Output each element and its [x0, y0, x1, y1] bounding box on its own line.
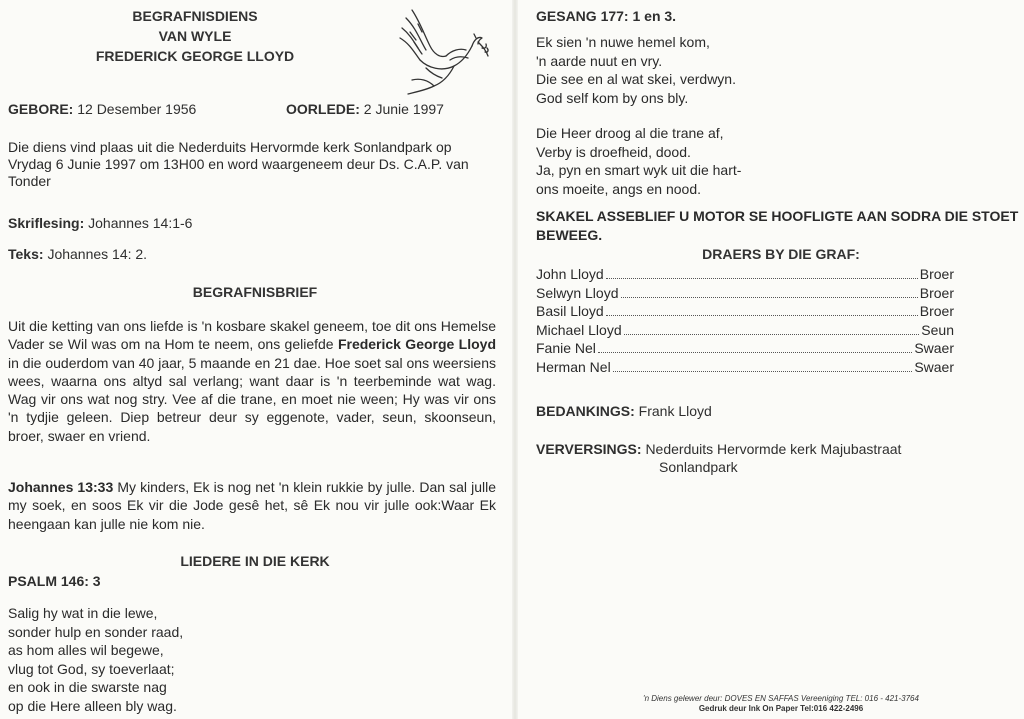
bearers-title: DRAERS BY DIE GRAF:: [702, 246, 860, 262]
hymn-verse-3: [536, 124, 741, 198]
bearer-row: [536, 284, 954, 303]
left-page: [0, 0, 510, 719]
leader-dots: [598, 351, 912, 353]
header-line-1: BEGRAFNISDIENS: [132, 8, 258, 24]
bearer-name: Selwyn Lloyd: [536, 284, 619, 301]
born-label: GEBORE:: [8, 101, 74, 117]
bearer-relation: Broer: [919, 303, 954, 320]
letter-body: [8, 317, 496, 445]
footer-line-1: 'n Diens gelewer deur: DOVES EN SAFFAS Vereeniging TEL: 016 - 421-3764: [643, 694, 919, 703]
header-title: [0, 6, 390, 66]
hymn-line: ons moeite, angs en nood.: [536, 180, 702, 197]
bearers-list: [536, 265, 954, 377]
text-row: [8, 245, 147, 263]
hymn-line: Verby is droefheid, dood.: [536, 143, 691, 160]
refreshments-row: [536, 440, 1016, 476]
page-fold: [512, 0, 518, 719]
hymn-line: Ek sien 'n nuwe hemel kom,: [536, 34, 710, 50]
reading-row: [8, 214, 192, 232]
footer: [536, 694, 1024, 714]
headlights-notice: SKAKEL ASSEBLIEF U MOTOR SE HOOFLIGTE AAN SODRA DIE STOET BEWEEG.: [536, 208, 1019, 243]
born-value: 12 Desember 1956: [77, 101, 197, 117]
verse-text: My kinders, Ek is nog net 'n klein rukkie by julle. Dan sal julle my soek, en soos Ek vir die Jode gesê het, sê Ek nou vir julle ook:Waar Ek heengaan kan julle nie kom nie.: [8, 479, 496, 532]
bearer-relation: Broer: [919, 284, 954, 301]
thanks-value: Frank Lloyd: [638, 403, 712, 419]
refreshments-line-1: Nederduits Hervormde kerk Majubastraat: [645, 441, 902, 457]
psalm-line: en ook in die swarste nag: [8, 679, 167, 696]
songs-title: LIEDERE IN DIE KERK: [180, 553, 330, 569]
psalm-line: op die Here alleen bly wag.: [8, 697, 177, 714]
bearer-row: [536, 339, 954, 358]
bearer-row: [536, 265, 954, 284]
psalm-line: as hom alles wil begewe,: [8, 642, 164, 659]
leader-dots: [606, 277, 918, 279]
psalm-lines: [8, 604, 183, 716]
bearer-relation: Seun: [921, 321, 954, 338]
thanks-label: BEDANKINGS:: [536, 403, 635, 419]
text-value: Johannes 14: 2.: [47, 246, 148, 262]
reading-value: Johannes 14:1-6: [88, 215, 193, 231]
right-page: [520, 0, 1024, 719]
hymn-line: Ja, pyn en smart wyk uit die hart-: [536, 162, 742, 178]
thanks-row: [536, 402, 712, 420]
header-line-3: FREDERICK GEORGE LLOYD: [95, 48, 295, 64]
bearer-relation: Swaer: [914, 358, 954, 375]
bearer-name: Fanie Nel: [536, 340, 596, 357]
bearer-name: Michael Lloyd: [536, 321, 622, 338]
bearer-name: Basil Lloyd: [536, 303, 604, 320]
leader-dots: [621, 296, 918, 298]
hymn-title: GESANG 177: 1 en 3.: [536, 8, 677, 24]
dates-row: [8, 100, 488, 118]
bearer-name: John Lloyd: [536, 266, 604, 282]
bearer-relation: Broer: [919, 266, 954, 282]
bearer-relation: Swaer: [914, 340, 954, 357]
letter-part-1: Uit die ketting van ons liefde is 'n kosbare skakel geneem, toe dit ons Hemelse Vader se Wil was om na Hom te neem, ons geliefde: [8, 318, 496, 353]
psalm-line: sonder hulp en sonder raad,: [8, 623, 184, 640]
verse-ref: Johannes 13:33: [8, 479, 114, 495]
psalm-line: Salig hy wat in die lewe,: [8, 605, 158, 621]
hymn-line: Die Heer droog al die trane af,: [536, 125, 724, 141]
leader-dots: [624, 333, 920, 335]
leader-dots: [606, 314, 918, 316]
letter-part-2: in die ouderdom van 40 jaar, 5 maande en 21 dae. Hoe soet sal ons weersiens wees, waarna ons altyd sal verlang; want daar is 'n teerbeminde wat wag. Wag vir ons wat nog stry. Vee af die trane, en moet nie ween; Hy was vir ons 'n tydjie geleen. Diep betreur deur sy eggenote, vader, seun, skoonseun, broer, swaer en vriend.: [8, 354, 496, 444]
leader-dots: [613, 370, 913, 372]
letter-name: Frederick George Lloyd: [337, 336, 496, 353]
psalm-title: PSALM 146: 3: [8, 573, 101, 589]
text-label: Teks:: [8, 246, 44, 262]
refreshments-line-2: Sonlandpark: [659, 459, 738, 475]
hymn-line: God self kom by ons bly.: [536, 89, 689, 106]
psalm-line: vlug tot God, sy toeverlaat;: [8, 660, 175, 677]
letter-title: BEGRAFNISBRIEF: [192, 284, 318, 300]
died-label: OORLEDE:: [286, 101, 360, 117]
verse-block: [8, 478, 496, 533]
header-line-2: VAN WYLE: [158, 28, 232, 44]
service-details: Die diens vind plaas uit die Nederduits Hervormde kerk Sonlandpark op Vrydag 6 Junie 1997 om 13H00 en word waargeneem deur Ds. C.A.P. van Tonder: [8, 139, 469, 189]
footer-line-2: Gedruk deur Ink On Paper Tel:016 422-2496: [698, 704, 864, 713]
died-value: 2 Junie 1997: [363, 101, 444, 117]
hymn-line: Die see en al wat skei, verdwyn.: [536, 71, 736, 87]
hymn-line: 'n aarde nuut en vry.: [536, 52, 663, 69]
bearer-row: [536, 358, 954, 377]
bearer-row: [536, 302, 954, 321]
dove-icon: [390, 2, 490, 98]
bearer-row: [536, 321, 954, 340]
hymn-verse-1: [536, 33, 736, 107]
bearer-name: Herman Nel: [536, 358, 611, 375]
reading-label: Skriflesing:: [8, 215, 85, 231]
refreshments-label: VERVERSINGS:: [536, 441, 642, 457]
